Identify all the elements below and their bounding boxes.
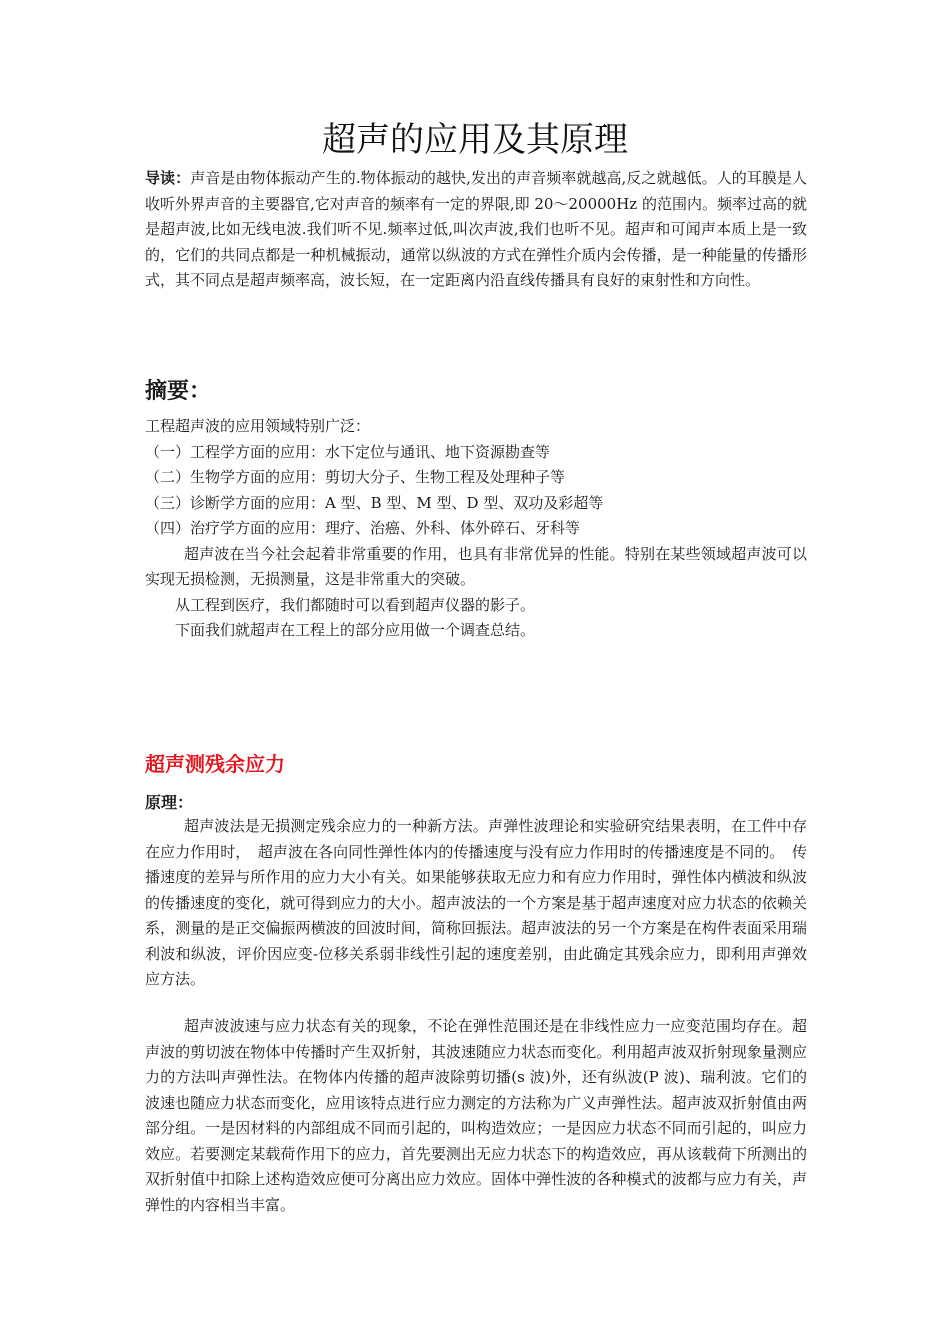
body-text: 超声波波速与应力状态有关的现象，不论在弹性范围还是在非线性应力一应变范围均存在。超声波的剪切波在物体中传播时产生双折射，其波速随应力状态而变化。利用超声波双折射现象量测应力的方法叫声弹性法。在物体内传播的超声波除剪切播(s 波)外，还有纵波(P 波)、瑞利波。它们的波速也随应力状态而变化，应用该特点进行应力测定的方法称为广义声弹性法。超声波双折射值由两部分组。一是因材料的内部组成不同而引起的，叫构造效应；一是因应力状态不同而引起的，叫应力效应。若要测定某载荷作用下的应力，首先要测出无应力状态下的构造效应，再从该载荷下所测出的双折射值中扣除上述构造效应便可分离出应力效应。固体中弹性波的各种模式的波都与应力有关，声弹性的内容相当丰富。 — [145, 1017, 807, 1214]
abstract-line: （一）工程学方面的应用：水下定位与通讯、地下资源勘查等 — [145, 442, 551, 461]
abstract-section — [145, 414, 807, 644]
abstract-paragraph: 从工程到医疗，我们都随时可以看到超声仪器的影子。 — [175, 595, 536, 614]
intro-paragraph — [145, 166, 807, 294]
body-text: 超声波法是无损测定残余应力的一种新方法。声弹性波理论和实验研究结果表明，在工件中存在应力作用时， 超声波在各向同性弹性体内的传播速度与没有应力作用时的传播速度是不同的。 传播速度的差异与所作用的应力大小有关。如果能够获取无应力和有应力作用时，弹性体内横波和纵波的传播速度的变化，就可得到应力的大小。超声波法的一个方案是基于超声速度对应力状态的依赖关系，测量的是正交偏振两横波的回波时间，简称回振法。超声波法的另一个方案是在构件表面采用瑞利波和纵波，评价因应变-位移关系弱非线性引起的速度差别，由此确定其残余应力，即利用声弹效应方法。 — [145, 817, 807, 988]
abstract-line: 工程超声波的应用领域特别广泛： — [145, 417, 371, 435]
principle-paragraph-1 — [145, 814, 807, 993]
abstract-line: （二）生物学方面的应用：剪切大分子、生物工程及处理种子等 — [145, 468, 566, 486]
abstract-line: （三）诊断学方面的应用：A 型、B 型、M 型、D 型、双功及彩超等 — [145, 493, 604, 512]
intro-text: 声音是由物体振动产生的.物体振动的越快,发出的声音频率就越高,反之就越低。人的耳膜是人收听外界声音的主要器官,它对声音的频率有一定的界限,即 20～20000Hz 的范围内。频率过高的就是超声波,比如无线电波.我们听不见.频率过低,叫次声波,我们也听不见。超声和可闻声本质上是一致的，它们的共同点都是一种机械振动，通常以纵波的方式在弹性介质内会传播，是一种能量的传播形式，其不同点是超声频率高，波长短，在一定距离内沿直线传播具有良好的束射性和方向性。 — [145, 169, 807, 289]
principle-paragraph-2 — [145, 1014, 807, 1218]
section-heading: 超声测残余应力 — [145, 752, 285, 776]
intro-label: 导读： — [145, 169, 191, 187]
abstract-heading: 摘要： — [145, 379, 212, 404]
abstract-paragraph: 下面我们就超声在工程上的部分应用做一个调查总结。 — [175, 621, 536, 639]
abstract-paragraph: 超声波在当今社会起着非常重要的作用，也具有非常优异的性能。特别在某些领域超声波可以实现无损检测，无损测量，这是非常重大的突破。 — [145, 544, 807, 588]
page-title: 超声的应用及其原理 — [322, 120, 628, 160]
principle-label: 原理： — [145, 793, 194, 812]
abstract-line: （四）治疗学方面的应用：理疗、治癌、外科、体外碎石、牙科等 — [145, 519, 581, 537]
